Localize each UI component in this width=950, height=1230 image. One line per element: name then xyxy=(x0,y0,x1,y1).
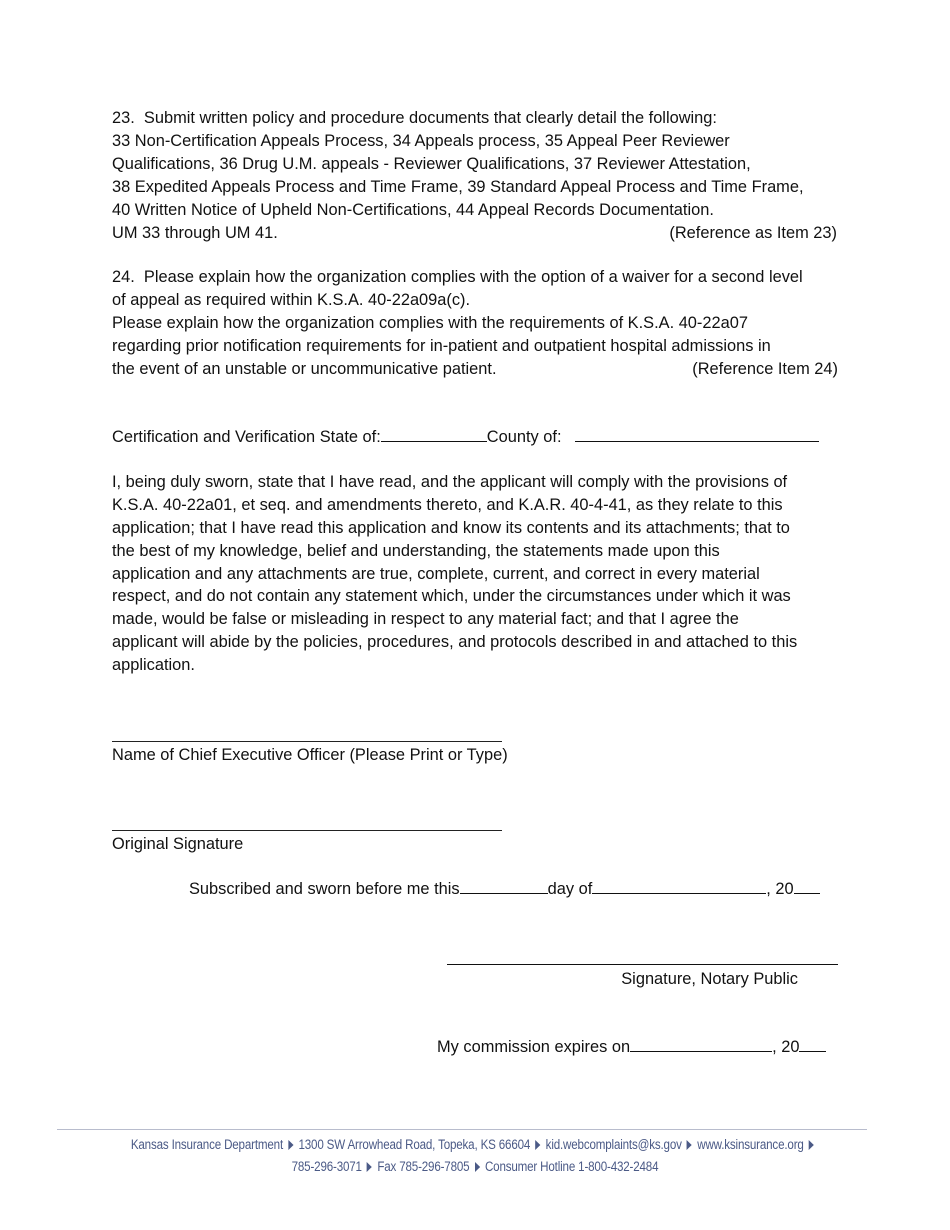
oath-line-7: made, would be false or misleading in respect to any material fact; and that I agree the xyxy=(112,610,739,628)
item-23-reference: (Reference as Item 23) xyxy=(669,224,837,242)
footer-address: 1300 SW Arrowhead Road, Topeka, KS 66604 xyxy=(298,1137,531,1152)
item-24-line-4: regarding prior notification requirements for in-patient and outpatient hospital admissions in xyxy=(112,337,771,355)
certification-line xyxy=(112,427,819,447)
item-24-line-2: of appeal as required within K.S.A. 40-22a09a(c). xyxy=(112,291,471,309)
triangle-bullet-icon xyxy=(535,1140,540,1150)
month-field[interactable] xyxy=(592,879,766,894)
commission-date-field[interactable] xyxy=(630,1037,772,1052)
item-24-text-end: level xyxy=(768,268,803,286)
year-field[interactable] xyxy=(794,879,820,894)
notary-label: Signature, Notary Public xyxy=(621,970,798,988)
item-23-text: Submit written policy and procedure documents that clearly detail the following: xyxy=(143,109,717,127)
item-23-line-1 xyxy=(112,108,717,128)
commission-line xyxy=(437,1037,826,1057)
footer-website[interactable]: www.ksinsurance.org xyxy=(697,1137,804,1152)
day-field[interactable] xyxy=(460,879,548,894)
original-signature-label: Original Signature xyxy=(112,835,244,853)
notary-signature-field[interactable] xyxy=(447,964,838,965)
commission-year-prefix: , 20 xyxy=(772,1038,800,1056)
ceo-name-field[interactable] xyxy=(112,741,502,742)
item-23-line-3: Qualifications, 36 Drug U.M. appeals - Reviewer Qualifications, 37 Reviewer Attestation, xyxy=(112,155,751,173)
oath-line-3: application; that I have read this application and know its contents and its attachments; that to xyxy=(112,519,790,537)
item-23-line-4: 38 Expedited Appeals Process and Time Frame, 39 Standard Appeal Process and Time Frame, xyxy=(112,178,804,196)
item-24-line-1 xyxy=(112,267,803,287)
oath-line-5: application and any attachments are true, complete, current, and correct in every material xyxy=(112,565,760,583)
triangle-bullet-icon xyxy=(475,1162,480,1172)
footer-department: Kansas Insurance Department xyxy=(130,1137,284,1152)
triangle-bullet-icon xyxy=(288,1140,293,1150)
footer-phone: 785-296-3071 xyxy=(291,1159,362,1174)
footer-line-2 xyxy=(67,1159,884,1174)
ceo-name-label: Name of Chief Executive Officer (Please Print or Type) xyxy=(112,746,508,764)
county-label: County of: xyxy=(486,428,562,446)
item-24-text: Please explain how the organization complies with the option of a waiver for a second xyxy=(143,268,765,286)
year-prefix: , 20 xyxy=(766,880,794,898)
oath-line-2: K.S.A. 40-22a01, et seq. and amendments thereto, and K.A.R. 40-4-41, as they relate to this xyxy=(112,496,783,514)
footer-hotline: Consumer Hotline 1-800-432-2484 xyxy=(484,1159,659,1174)
item-24-line-5: the event of an unstable or uncommunicative patient. xyxy=(112,360,497,378)
footer-fax: Fax 785-296-7805 xyxy=(377,1159,470,1174)
oath-line-9: application. xyxy=(112,656,195,674)
commission-year-field[interactable] xyxy=(799,1037,826,1052)
triangle-bullet-icon xyxy=(687,1140,692,1150)
oath-line-1: I, being duly sworn, state that I have read, and the applicant will comply with the provisions of xyxy=(112,473,788,491)
original-signature-field[interactable] xyxy=(112,830,502,831)
commission-text: My commission expires on xyxy=(437,1038,631,1056)
oath-line-4: the best of my knowledge, belief and understanding, the statements made upon this xyxy=(112,542,720,560)
state-field[interactable] xyxy=(381,427,487,442)
item-23-number: 23. xyxy=(112,109,135,127)
item-24-reference: (Reference Item 24) xyxy=(692,360,838,378)
oath-line-8: applicant will abide by the policies, procedures, and protocols described in and attached to this xyxy=(112,633,798,651)
state-label: Certification and Verification State of: xyxy=(112,428,381,446)
item-23-line-2: 33 Non-Certification Appeals Process, 34 Appeals process, 35 Appeal Peer Reviewer xyxy=(112,132,730,150)
county-field[interactable] xyxy=(575,427,819,442)
day-of-text: day of xyxy=(547,880,593,898)
item-23-line-6: UM 33 through UM 41. xyxy=(112,224,278,242)
triangle-bullet-icon xyxy=(367,1162,372,1172)
oath-line-6: respect, and do not contain any statement which, under the circumstances under which it was xyxy=(112,587,791,605)
footer-email[interactable]: kid.webcomplaints@ks.gov xyxy=(545,1137,682,1152)
subscribed-text: Subscribed and sworn before me this xyxy=(189,880,460,898)
item-23-line-5: 40 Written Notice of Upheld Non-Certifications, 44 Appeal Records Documentation. xyxy=(112,201,714,219)
item-24-line-3: Please explain how the organization complies with the requirements of K.S.A. 40-22a07 xyxy=(112,314,748,332)
footer-line-1 xyxy=(67,1137,884,1152)
footer-divider xyxy=(57,1129,867,1130)
subscribed-line xyxy=(189,879,820,899)
item-24-number: 24. xyxy=(112,268,135,286)
triangle-bullet-icon xyxy=(809,1140,814,1150)
